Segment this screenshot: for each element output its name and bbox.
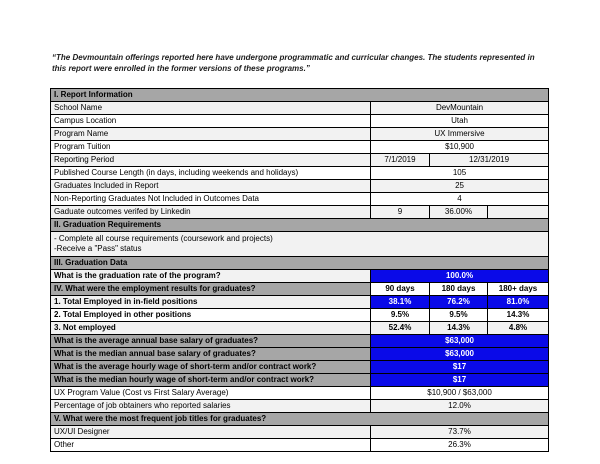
table-row: [51, 400, 549, 413]
row-value: 9.5%: [371, 309, 430, 322]
row-label: 2. Total Employed in other positions: [51, 309, 371, 322]
section-title: III. Graduation Data: [51, 257, 549, 270]
table-row: [51, 167, 549, 180]
row-label: Program Name: [51, 128, 371, 141]
table-row: [51, 141, 549, 154]
table-row: [51, 335, 549, 348]
section-header-row: [51, 413, 549, 426]
row-value: DevMountain: [371, 102, 549, 115]
row-label: Published Course Length (in days, including weekends and holidays): [51, 167, 371, 180]
table-row: [51, 348, 549, 361]
median-hourly-value: $17: [371, 374, 549, 387]
row-label: Gaduate outcomes verifed by Linkedin: [51, 206, 371, 219]
table-row: [51, 115, 549, 128]
row-label: Reporting Period: [51, 154, 371, 167]
empty-cell: [488, 206, 549, 219]
row-value: 73.7%: [371, 426, 549, 439]
row-value: 76.2%: [430, 296, 488, 309]
table-row: [51, 322, 549, 335]
row-label: Non-Reporting Graduates Not Included in Outcomes Data: [51, 193, 371, 206]
table-row: [51, 296, 549, 309]
graduation-rate-value: 100.0%: [371, 270, 549, 283]
avg-salary-value: $63,000: [371, 335, 549, 348]
table-row: [51, 439, 549, 452]
reported-salaries-value: 12.0%: [371, 400, 549, 413]
col-header-180-days: 180 days: [430, 283, 488, 296]
row-label: What is the median annual base salary of graduates?: [51, 348, 371, 361]
section-title: IV. What were the employment results for graduates?: [51, 283, 371, 296]
row-value: UX Immersive: [371, 128, 549, 141]
disclaimer-text: “The Devmountain offerings reported here have undergone programmatic and curricular changes. The students represented in this report were enrolled in the former versions of these programs.”: [52, 53, 535, 73]
row-value: Utah: [371, 115, 549, 128]
row-label: What is the average hourly wage of short-term and/or contract work?: [51, 361, 371, 374]
median-salary-value: $63,000: [371, 348, 549, 361]
requirement-line: - Complete all course requirements (coursework and projects): [54, 234, 273, 243]
outcomes-table: [50, 88, 549, 452]
period-end: 12/31/2019: [430, 154, 549, 167]
section-header-row: [51, 257, 549, 270]
table-row: [51, 154, 549, 167]
table-row: [51, 232, 549, 257]
program-value: $10,900 / $63,000: [371, 387, 549, 400]
row-label: Percentage of job obtainers who reported salaries: [51, 400, 371, 413]
row-label: What is the graduation rate of the program?: [51, 270, 371, 283]
table-row: [51, 193, 549, 206]
verified-percent: 36.00%: [430, 206, 488, 219]
row-label: Program Tuition: [51, 141, 371, 154]
table-row: [51, 374, 549, 387]
row-label: 1. Total Employed in in-field positions: [51, 296, 371, 309]
table-row: [51, 309, 549, 322]
table-row: [51, 387, 549, 400]
table-row: [51, 206, 549, 219]
requirement-line: -Receive a "Pass" status: [54, 244, 142, 253]
table-row: [51, 426, 549, 439]
row-label: Campus Location: [51, 115, 371, 128]
verified-count: 9: [371, 206, 430, 219]
table-row: [51, 270, 549, 283]
row-value: $10,900: [371, 141, 549, 154]
graduation-requirements: [51, 232, 549, 257]
section-title: II. Graduation Requirements: [51, 219, 549, 232]
col-header-180plus-days: 180+ days: [488, 283, 549, 296]
section-header-row: [51, 89, 549, 102]
employment-header-row: [51, 283, 549, 296]
row-label: UX/UI Designer: [51, 426, 371, 439]
row-label: School Name: [51, 102, 371, 115]
row-value: 14.3%: [488, 309, 549, 322]
row-label: 3. Not employed: [51, 322, 371, 335]
table-row: [51, 128, 549, 141]
row-value: 4.8%: [488, 322, 549, 335]
row-value: 38.1%: [371, 296, 430, 309]
row-value: 25: [371, 180, 549, 193]
table-row: [51, 361, 549, 374]
col-header-90-days: 90 days: [371, 283, 430, 296]
section-title: I. Report Information: [51, 89, 549, 102]
table-row: [51, 102, 549, 115]
table-row: [51, 180, 549, 193]
row-value: 14.3%: [430, 322, 488, 335]
row-value: 9.5%: [430, 309, 488, 322]
row-label: Graduates Included in Report: [51, 180, 371, 193]
row-label: What is the average annual base salary of graduates?: [51, 335, 371, 348]
row-label: UX Program Value (Cost vs First Salary Average): [51, 387, 371, 400]
row-value: 105: [371, 167, 549, 180]
row-label: Other: [51, 439, 371, 452]
row-label: What is the median hourly wage of short-term and/or contract work?: [51, 374, 371, 387]
section-header-row: [51, 219, 549, 232]
section-title: V. What were the most frequent job titles for graduates?: [51, 413, 549, 426]
period-start: 7/1/2019: [371, 154, 430, 167]
row-value: 4: [371, 193, 549, 206]
row-value: 52.4%: [371, 322, 430, 335]
avg-hourly-value: $17: [371, 361, 549, 374]
row-value: 26.3%: [371, 439, 549, 452]
row-value: 81.0%: [488, 296, 549, 309]
